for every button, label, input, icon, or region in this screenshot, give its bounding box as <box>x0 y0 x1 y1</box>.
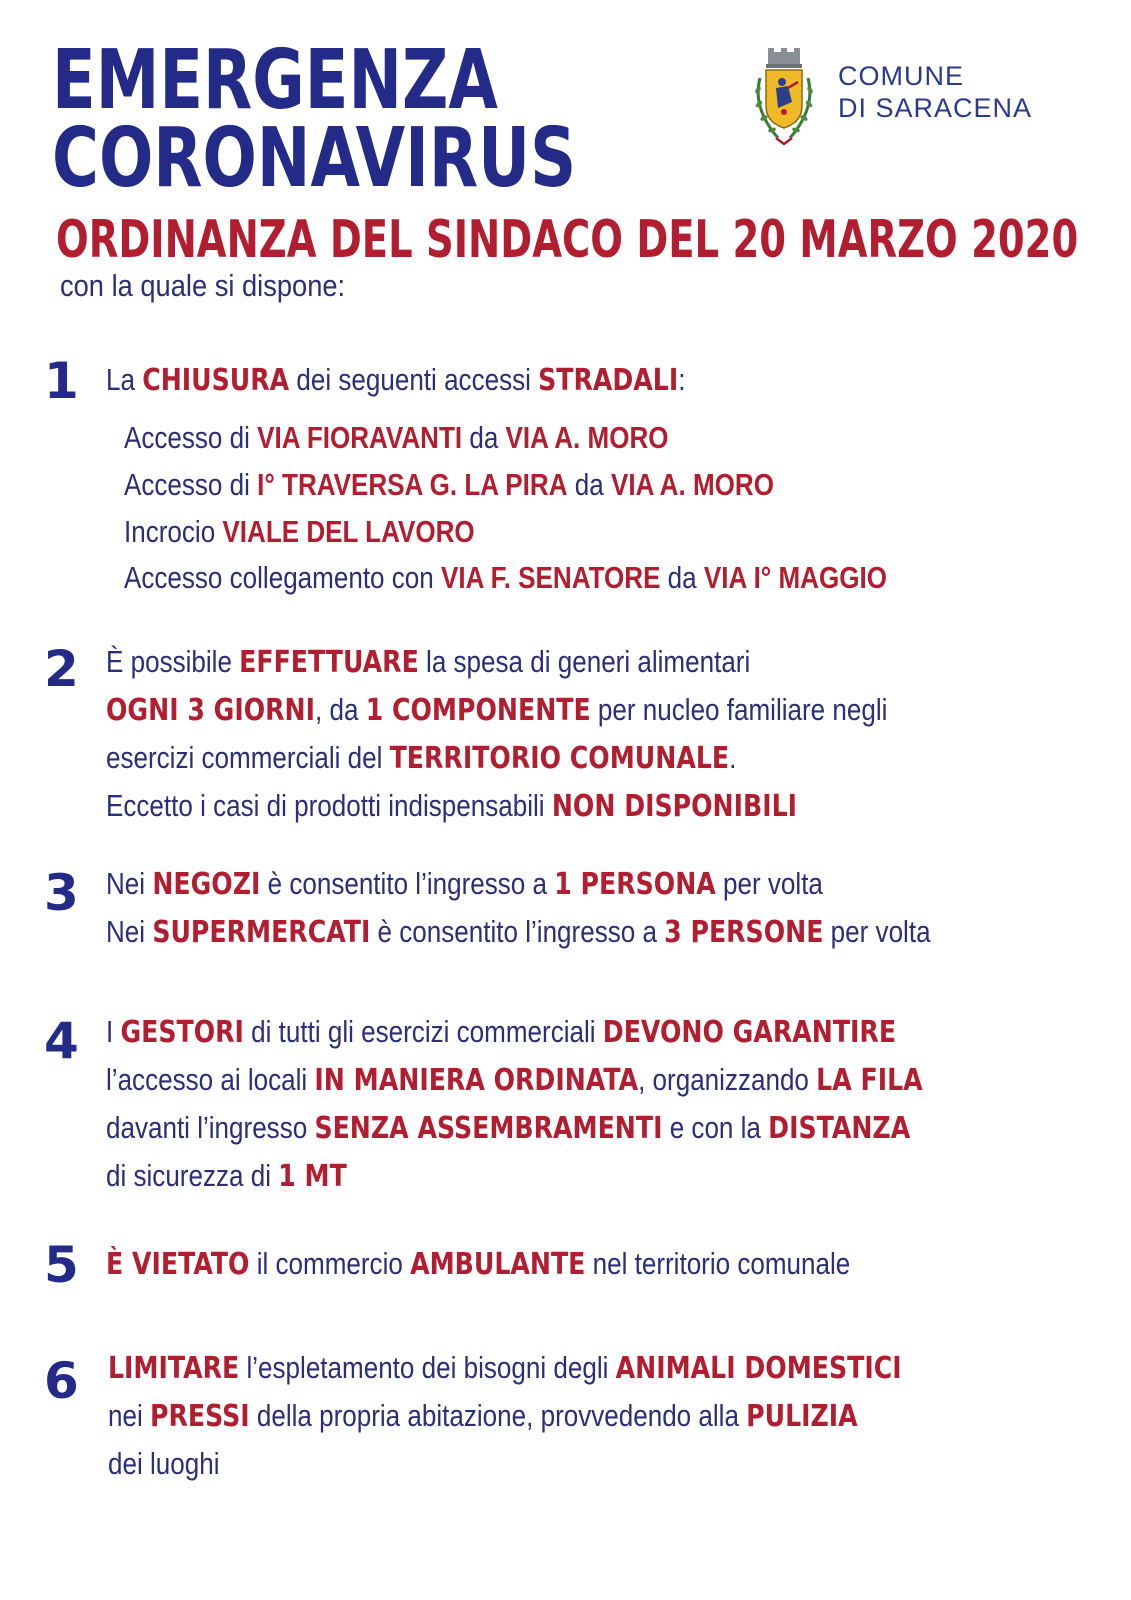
highlight-text: IN MANIERA ORDINATA <box>314 1063 639 1098</box>
highlight-text: DEVONO GARANTIRE <box>602 1015 897 1050</box>
body-text: esercizi commerciali del <box>106 740 390 775</box>
highlight-text: NEGOZI <box>152 867 261 902</box>
body-text: l’accesso ai locali <box>106 1062 315 1097</box>
body-text: dei seguenti accessi <box>289 362 539 397</box>
item-line <box>106 644 750 681</box>
highlight-text: NON DISPONIBILI <box>551 789 798 824</box>
highlight-text: VIA F. SENATORE <box>440 560 661 595</box>
body-text: per volta <box>823 914 931 949</box>
highlight-text: PULIZIA <box>746 1399 858 1434</box>
highlight-text: LA FILA <box>816 1063 923 1098</box>
body-text: Eccetto i casi di prodotti indispensabili <box>106 788 552 823</box>
body-text: Accesso di <box>124 420 258 455</box>
ordinanza-title: ORDINANZA DEL SINDACO DEL 20 MARZO 2020 <box>56 210 1079 270</box>
item-line <box>124 560 887 596</box>
body-text: Incrocio <box>124 514 223 549</box>
body-text: nei <box>108 1398 150 1433</box>
item-line <box>106 1246 850 1283</box>
body-text: da <box>462 420 506 455</box>
item-line <box>124 467 774 503</box>
highlight-text: VIA FIORAVANTI <box>257 420 463 455</box>
highlight-text: DISTANZA <box>768 1111 911 1146</box>
body-text: . <box>729 740 737 775</box>
body-text: davanti l’ingresso <box>106 1110 315 1145</box>
item-line <box>106 1014 896 1051</box>
highlight-text: PRESSI <box>149 1399 250 1434</box>
item-line <box>106 692 887 729</box>
body-text: , organizzando <box>638 1062 817 1097</box>
body-text: il commercio <box>249 1246 411 1281</box>
body-text: Accesso di <box>124 467 258 502</box>
item-line <box>106 1062 923 1099</box>
highlight-text: VIA I° MAGGIO <box>703 560 887 595</box>
item-number: 5 <box>44 1236 79 1294</box>
body-text: è consentito l’ingresso a <box>260 866 555 901</box>
item-line <box>108 1398 858 1435</box>
body-text: La <box>106 362 143 397</box>
highlight-text: VIALE DEL LAVORO <box>222 514 475 549</box>
highlight-text: I° TRAVERSA G. LA PIRA <box>257 467 568 502</box>
highlight-text: SENZA ASSEMBRAMENTI <box>314 1111 663 1146</box>
highlight-text: OGNI 3 GIORNI <box>106 693 316 728</box>
body-text: Accesso collegamento con <box>124 560 441 595</box>
body-text: nel territorio comunale <box>585 1246 851 1281</box>
highlight-text: 1 PERSONA <box>554 867 716 902</box>
body-text: da <box>660 560 704 595</box>
body-text: per nucleo familiare negli <box>590 692 888 727</box>
comune-name <box>838 60 1032 124</box>
item-line <box>124 514 475 550</box>
item-line <box>106 740 736 777</box>
highlight-text: GESTORI <box>120 1015 244 1050</box>
intro-text: con la quale si dispone: <box>60 268 346 303</box>
highlight-text: STRADALI <box>538 363 679 398</box>
body-text: per volta <box>715 866 823 901</box>
highlight-text: ANIMALI DOMESTICI <box>615 1351 902 1386</box>
highlight-text: AMBULANTE <box>410 1247 586 1282</box>
body-text: Nei <box>106 866 153 901</box>
item-line <box>124 420 669 456</box>
body-text: È possibile <box>106 644 240 679</box>
highlight-text: VIA A. MORO <box>505 420 669 455</box>
item-line <box>106 1110 910 1147</box>
item-line <box>106 362 685 399</box>
item-number: 2 <box>44 640 79 698</box>
body-text: l’espletamento dei bisogni degli <box>239 1350 616 1385</box>
highlight-text: 1 COMPONENTE <box>365 693 591 728</box>
highlight-text: TERRITORIO COMUNALE <box>389 741 730 776</box>
body-text: dei luoghi <box>108 1446 220 1481</box>
title-line-1: EMERGENZA <box>52 33 498 128</box>
item-line <box>106 1158 347 1195</box>
item-line <box>106 788 797 825</box>
item-number: 4 <box>44 1012 79 1070</box>
body-text: di sicurezza di <box>106 1158 279 1193</box>
highlight-text: EFFETTUARE <box>239 645 419 680</box>
highlight-text: LIMITARE <box>108 1351 240 1386</box>
body-text: , da <box>315 692 366 727</box>
comune-line-2: DI SARACENA <box>838 93 1033 123</box>
body-text: da <box>567 467 611 502</box>
comune-line-1: COMUNE <box>838 61 964 91</box>
item-line <box>108 1350 902 1387</box>
item-line <box>106 914 931 951</box>
title-line-2: CORONAVIRUS <box>52 111 577 206</box>
body-text: è consentito l’ingresso a <box>370 914 665 949</box>
body-text: della propria abitazione, provvedendo alla <box>249 1398 747 1433</box>
item-number: 3 <box>44 864 79 922</box>
highlight-text: SUPERMERCATI <box>152 915 371 950</box>
body-text: Nei <box>106 914 153 949</box>
highlight-text: 1 MT <box>278 1159 347 1194</box>
coat-of-arms-icon <box>748 48 820 148</box>
body-text: I <box>106 1014 121 1049</box>
body-text: la spesa di generi alimentari <box>418 644 751 679</box>
item-number: 1 <box>44 352 79 410</box>
body-text: : <box>678 362 686 397</box>
body-text: e con la <box>662 1110 769 1145</box>
body-text: di tutti gli esercizi commerciali <box>243 1014 603 1049</box>
highlight-text: È VIETATO <box>106 1247 250 1282</box>
highlight-text: CHIUSURA <box>142 363 290 398</box>
item-number: 6 <box>44 1352 79 1410</box>
highlight-text: VIA A. MORO <box>610 467 774 502</box>
item-line <box>108 1446 219 1482</box>
highlight-text: 3 PERSONE <box>664 915 824 950</box>
item-line <box>106 866 823 903</box>
